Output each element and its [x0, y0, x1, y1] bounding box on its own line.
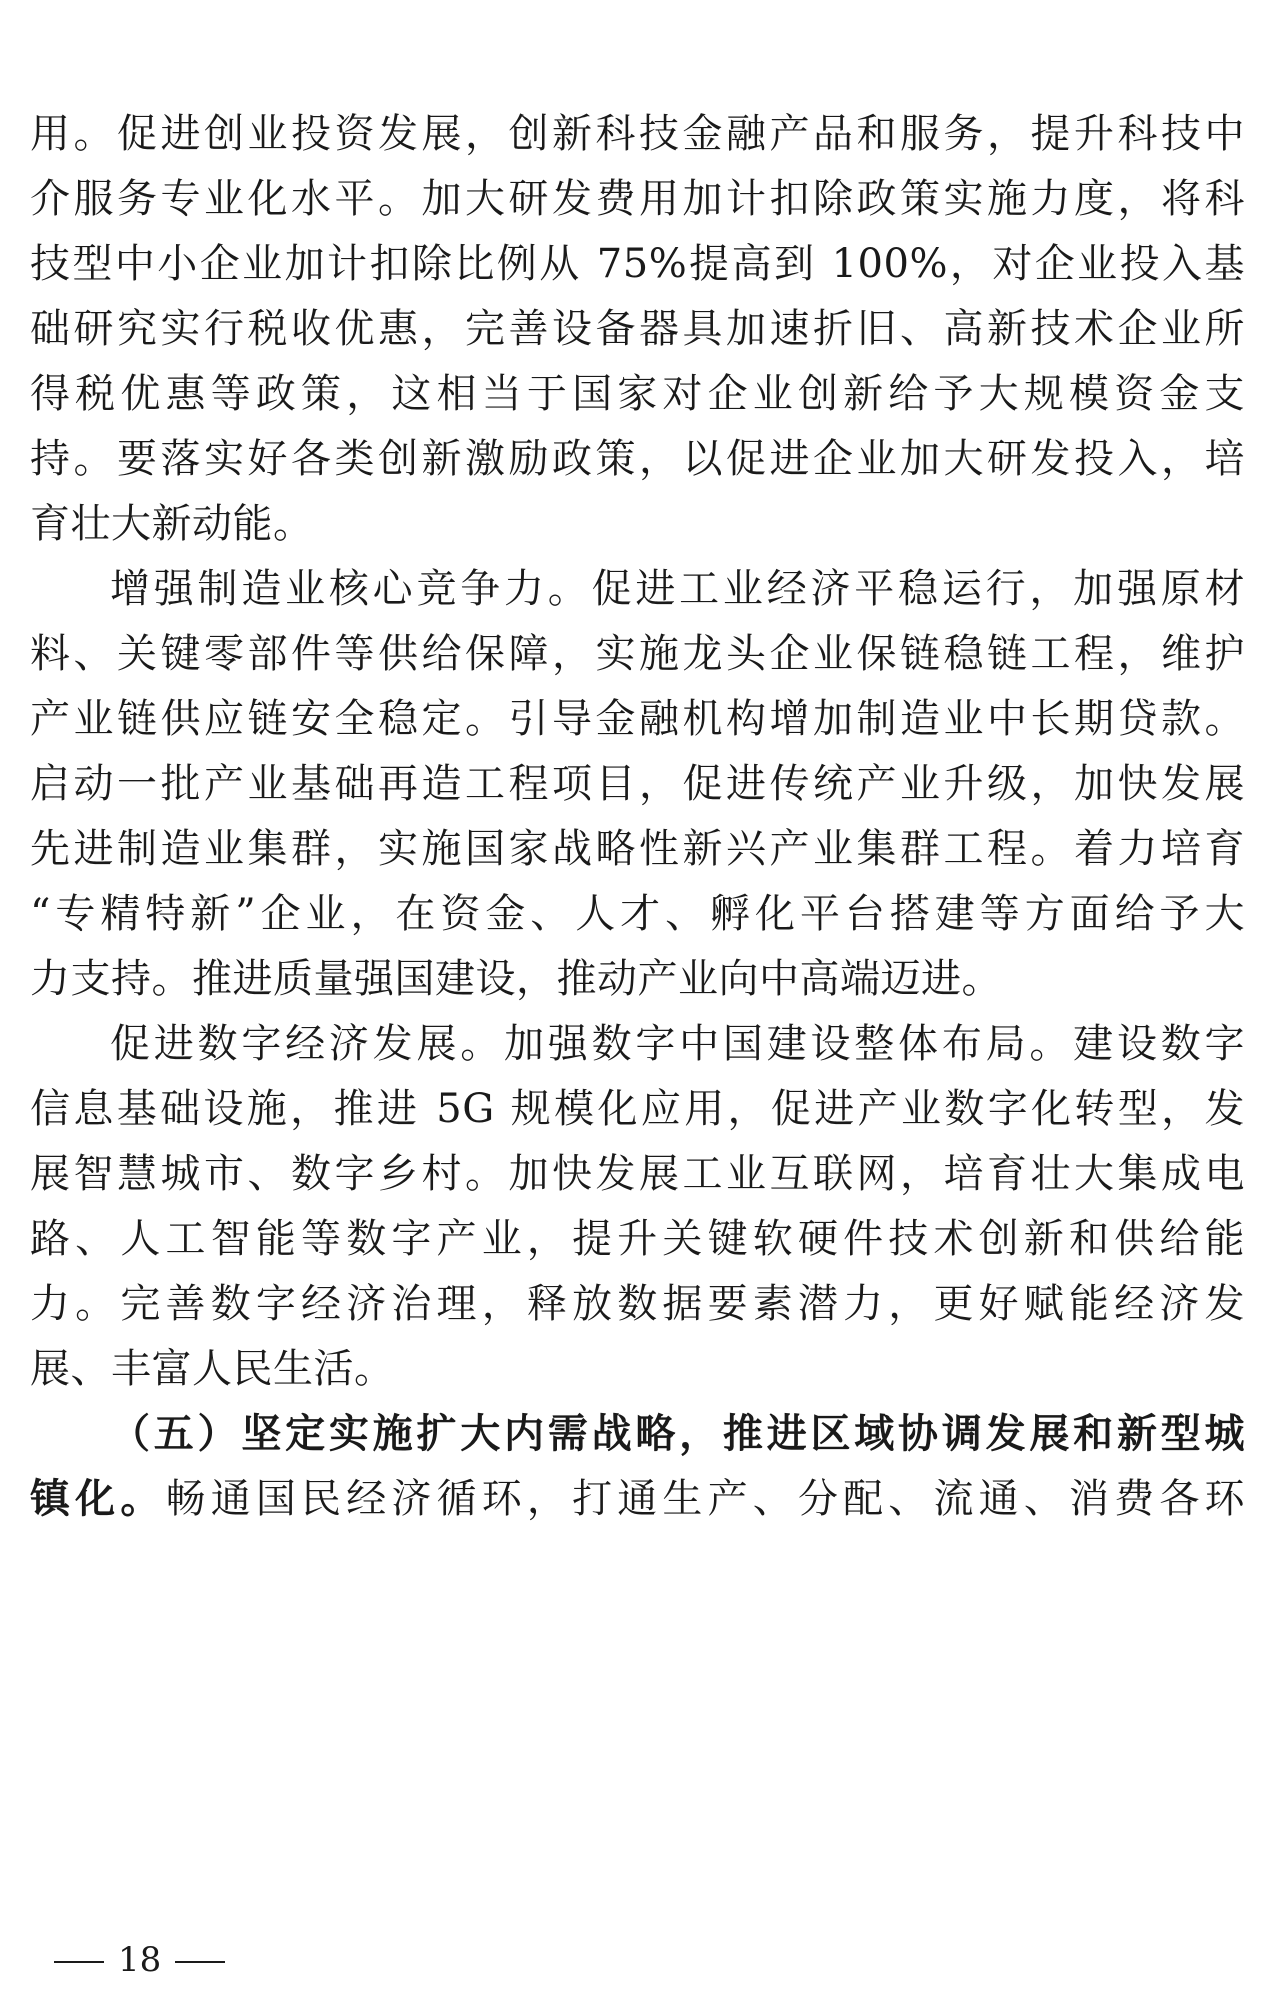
section-heading-five: （五）坚定实施扩大内需战略，推进区域协调发展和新型城 [110, 1410, 1245, 1457]
text-line-9: 料、关键零部件等供给保障，实施龙头企业保链稳链工程，维护 [30, 631, 1245, 677]
footer-dash-right [175, 1961, 225, 1963]
footer-dash-left [54, 1961, 104, 1963]
text-line-17: 展智慧城市、数字乡村。加快发展工业互联网，培育壮大集成电 [30, 1151, 1245, 1197]
text-line-5: 得税优惠等政策，这相当于国家对企业创新给予大规模资金支 [30, 371, 1245, 417]
text-line-11: 启动一批产业基础再造工程项目，促进传统产业升级，加快发展 [30, 761, 1245, 807]
text-line-20: 展、丰富人民生活。 [30, 1346, 395, 1392]
text-line-4: 础研究实行税收优惠，完善设备器具加速折旧、高新技术企业所 [30, 306, 1245, 352]
text-line-6: 持。要落实好各类创新激励政策，以促进企业加大研发投入，培 [30, 436, 1245, 482]
text-line-1: 用。促进创业投资发展，创新科技金融产品和服务，提升科技中 [30, 111, 1245, 157]
text-line-12: 先进制造业集群，实施国家战略性新兴产业集群工程。着力培育 [30, 826, 1245, 872]
page-number: 18 [118, 1940, 162, 1980]
section-heading-five-end: 镇化。 [30, 1475, 166, 1522]
paragraph-digital-economy-start: 促进数字经济发展。加强数字中国建设整体布局。建设数字 [110, 1021, 1245, 1067]
text-line-7: 育壮大新动能。 [30, 501, 314, 547]
paragraph-manufacturing-start: 增强制造业核心竞争力。促进工业经济平稳运行，加强原材 [110, 566, 1245, 612]
text-line-2: 介服务专业化水平。加大研发费用加计扣除政策实施力度，将科 [30, 176, 1245, 222]
page-footer [40, 1935, 239, 1985]
text-line-22 [30, 1469, 1245, 1529]
text-line-18: 路、人工智能等数字产业，提升关键软硬件技术创新和供给能 [30, 1216, 1245, 1262]
text-line-14: 力支持。推进质量强国建设，推动产业向中高端迈进。 [30, 956, 1002, 1002]
text-line-16: 信息基础设施，推进 5G 规模化应用，促进产业数字化转型，发 [30, 1086, 1245, 1132]
text-line-19: 力。完善数字经济治理，释放数据要素潜力，更好赋能经济发 [30, 1281, 1245, 1327]
text-line-13: “专精特新”企业，在资金、人才、孵化平台搭建等方面给予大 [30, 891, 1245, 937]
text-line-3: 技型中小企业加计扣除比例从 75%提高到 100%，对企业投入基 [30, 241, 1245, 287]
section-five-body-start: 畅通国民经济循环，打通生产、分配、流通、消费各环 [165, 1476, 1245, 1522]
text-line-10: 产业链供应链安全稳定。引导金融机构增加制造业中长期贷款。 [30, 696, 1245, 742]
